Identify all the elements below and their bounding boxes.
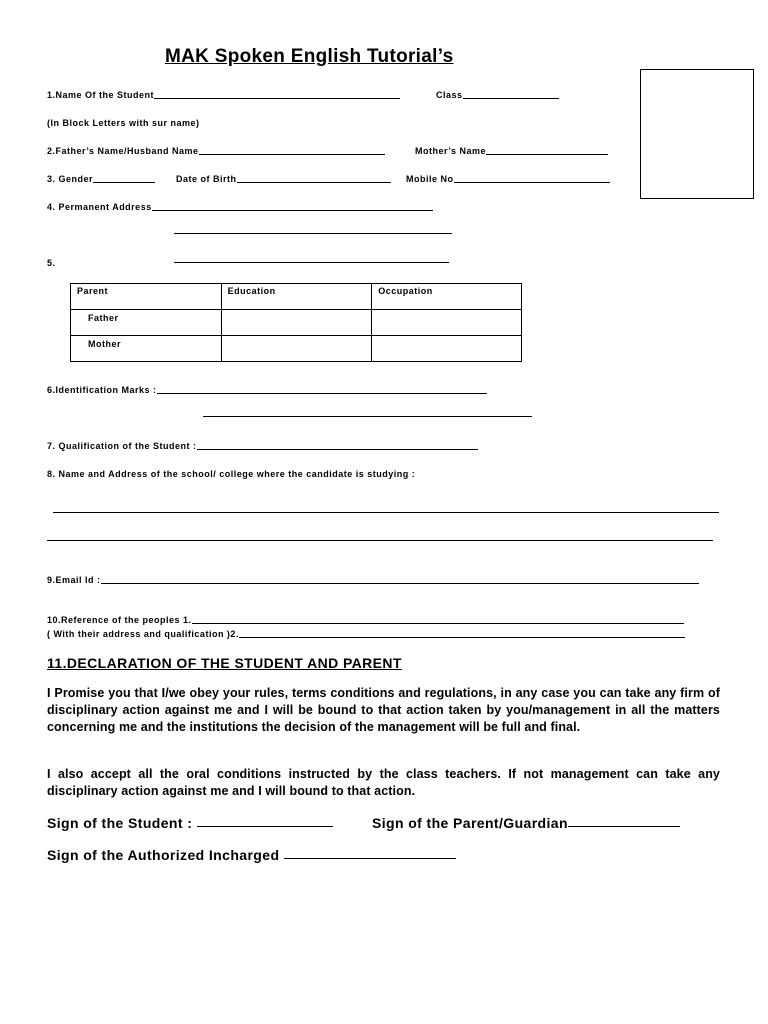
mobile-label: Mobile No (406, 174, 454, 184)
class-blank[interactable] (463, 93, 559, 99)
reference-field-1[interactable] (47, 615, 684, 625)
mother-name-blank[interactable] (486, 149, 608, 155)
identification-label: 6.Identification Marks : (47, 385, 157, 395)
reference-field-2[interactable] (47, 629, 685, 639)
row-mother-label: Mother (71, 336, 222, 362)
form-title: MAK Spoken English Tutorial’s (165, 46, 454, 67)
declaration-paragraph-2: I also accept all the oral conditions instructed by the class teachers. If not management can take any disciplinary action against me and I will bound to that action. (47, 767, 720, 798)
gender-label: 3. Gender (47, 174, 94, 184)
student-name-label: 1.Name Of the Student (47, 90, 155, 100)
header-parent: Parent (71, 284, 222, 310)
parent-signature-label: Sign of the Parent/Guardian (372, 815, 568, 831)
dob-field[interactable] (176, 174, 391, 184)
parent-signature-field[interactable] (372, 815, 680, 831)
block-letters-note: (In Block Letters with sur name) (47, 118, 200, 128)
gender-blank[interactable] (93, 177, 155, 183)
mobile-field[interactable] (406, 174, 610, 184)
class-field[interactable] (436, 90, 559, 100)
dob-blank[interactable] (237, 177, 391, 183)
authorized-signature-field[interactable] (47, 847, 456, 863)
authorized-signature-label: Sign of the Authorized Incharged (47, 847, 280, 863)
father-education-cell[interactable] (221, 310, 372, 336)
header-occupation: Occupation (372, 284, 522, 310)
student-signature-field[interactable] (47, 815, 333, 831)
photo-box[interactable] (640, 69, 754, 199)
student-signature-label: Sign of the Student : (47, 815, 193, 831)
reference-label-2: ( With their address and qualification )2. (47, 629, 239, 639)
reference-label-1: 10.Reference of the peoples 1. (47, 615, 192, 625)
item-5-label: 5. (47, 258, 56, 268)
item-5-line[interactable] (174, 262, 449, 263)
address-label: 4. Permanent Address (47, 202, 152, 212)
email-field[interactable] (47, 575, 699, 585)
father-name-label: 2.Father’s Name/Husband Name (47, 146, 199, 156)
reference-blank-2[interactable] (239, 632, 685, 638)
parent-table (70, 283, 522, 362)
student-name-field[interactable] (47, 90, 400, 100)
school-line-1[interactable] (53, 512, 719, 513)
gender-field[interactable] (47, 174, 155, 184)
mother-occupation-cell[interactable] (372, 336, 522, 362)
table-header-row (71, 284, 522, 310)
email-blank[interactable] (101, 578, 699, 584)
identification-field[interactable] (47, 385, 487, 395)
address-blank[interactable] (152, 205, 433, 211)
mobile-blank[interactable] (454, 177, 610, 183)
table-row (71, 336, 522, 362)
email-label: 9.Email Id : (47, 575, 101, 585)
declaration-paragraph-1: I Promise you that I/we obey your rules, terms conditions and regulations, in any case you can take any firm of disciplinary action against me and I will be bound to that action taken by you/management in all the matters concerning me and the institutions the decision of the management will be full and final. (47, 686, 720, 734)
row-father-label: Father (71, 310, 222, 336)
mother-name-field[interactable] (415, 146, 608, 156)
dob-label: Date of Birth (176, 174, 237, 184)
qualification-blank[interactable] (197, 444, 478, 450)
address-field[interactable] (47, 202, 433, 212)
mother-education-cell[interactable] (221, 336, 372, 362)
student-name-blank[interactable] (154, 93, 400, 99)
identification-blank[interactable] (157, 388, 487, 394)
father-name-field[interactable] (47, 146, 385, 156)
header-education: Education (221, 284, 372, 310)
mother-name-label: Mother’s Name (415, 146, 487, 156)
parent-signature-blank[interactable] (568, 821, 680, 827)
table-row (71, 310, 522, 336)
school-line-2[interactable] (47, 540, 713, 541)
qualification-label: 7. Qualification of the Student : (47, 441, 197, 451)
father-name-blank[interactable] (199, 149, 385, 155)
school-label: 8. Name and Address of the school/ college where the candidate is studying : (47, 469, 416, 479)
authorized-signature-blank[interactable] (284, 853, 456, 859)
declaration-heading: 11.DECLARATION OF THE STUDENT AND PARENT (47, 655, 402, 671)
father-occupation-cell[interactable] (372, 310, 522, 336)
identification-line-2[interactable] (203, 416, 532, 417)
student-signature-blank[interactable] (197, 821, 333, 827)
reference-blank-1[interactable] (192, 618, 684, 624)
address-line-2[interactable] (174, 233, 452, 234)
class-label: Class (436, 90, 463, 100)
qualification-field[interactable] (47, 441, 478, 451)
